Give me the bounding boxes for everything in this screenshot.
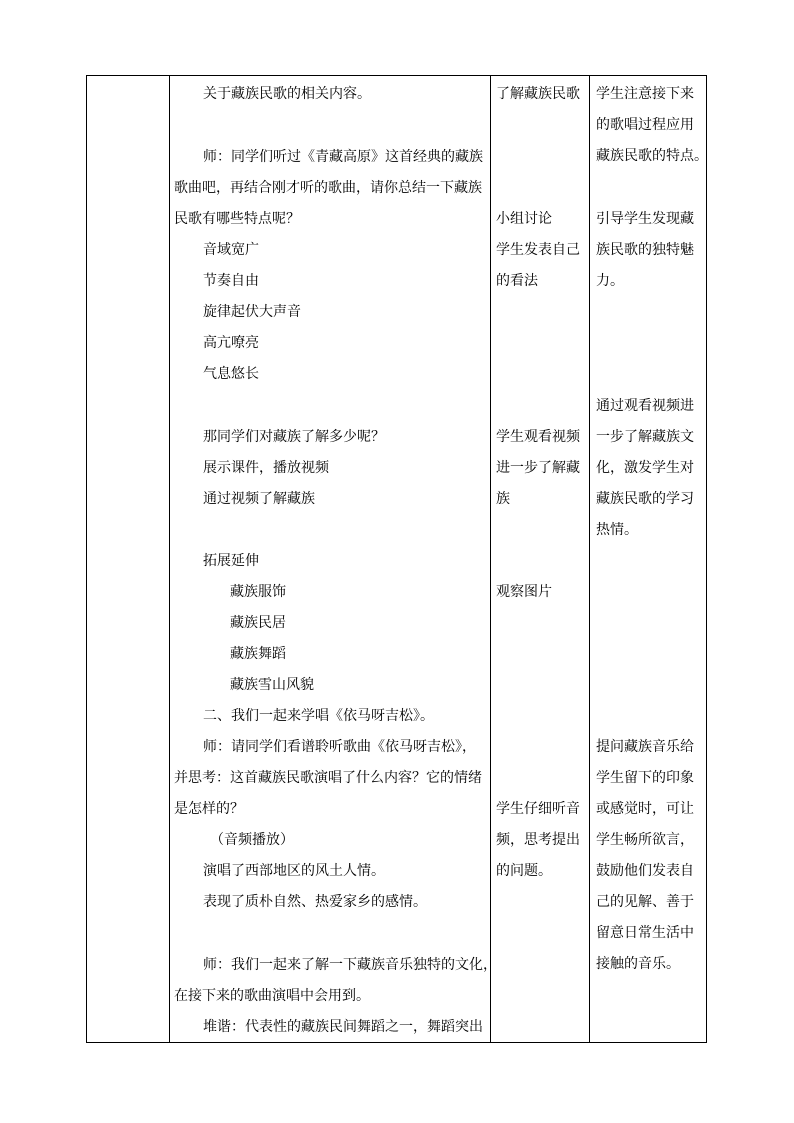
purpose-line: 留意日常生活中 [596, 925, 694, 941]
content-line: 关于藏族民歌的相关内容。 [203, 86, 371, 102]
student-line: 频，思考提出 [496, 832, 580, 848]
content-line: 气息悠长 [203, 366, 259, 382]
content-line: 师：我们一起来了解一下藏族音乐独特的文化， [203, 957, 497, 973]
content-line: 并思考：这首藏族民歌演唱了什么内容？它的情绪 [174, 770, 482, 786]
content-line: （音频播放） [210, 832, 294, 848]
content-line: 藏族雪山风貌 [230, 677, 314, 693]
purpose-line: 藏族民歌的特点。 [596, 148, 708, 164]
content-line: 通过视频了解藏族 [203, 491, 315, 507]
content-line: 藏族民居 [230, 615, 286, 631]
purpose-line: 接触的音乐。 [596, 956, 680, 972]
design-purpose-cell [590, 76, 706, 1042]
purpose-line: 藏族民歌的学习 [596, 491, 694, 507]
purpose-line: 的歌唱过程应用 [596, 117, 694, 133]
content-line: 堆谐：代表性的藏族民间舞蹈之一，舞蹈突出 [203, 1019, 483, 1035]
purpose-line: 学生注意接下来 [596, 86, 694, 102]
purpose-line: 鼓励他们发表自 [596, 863, 694, 879]
lesson-table [86, 75, 707, 1043]
purpose-line: 提问藏族音乐给 [596, 739, 694, 755]
phase-cell [87, 76, 169, 1042]
student-line: 学生仔细听音 [496, 801, 580, 817]
teaching-content-cell [170, 76, 497, 1042]
content-line: 演唱了西部地区的风土人情。 [203, 863, 385, 879]
purpose-line: 或感觉时，可让 [596, 801, 694, 817]
student-line: 的看法 [496, 273, 538, 289]
purpose-line: 族民歌的独特魅 [596, 242, 694, 258]
purpose-line: 力。 [596, 273, 624, 289]
purpose-line: 一步了解藏族文 [596, 429, 694, 445]
student-line: 了解藏族民歌 [496, 86, 580, 102]
student-line: 进一步了解藏 [496, 460, 580, 476]
purpose-line: 热情。 [596, 522, 638, 538]
content-line: 歌曲吧，再结合刚才听的歌曲，请你总结一下藏族 [174, 180, 482, 196]
content-line: 音域宽广 [203, 242, 259, 258]
student-activity-cell [491, 76, 589, 1042]
content-line: 节奏自由 [203, 273, 259, 289]
student-line: 小组讨论 [496, 211, 552, 227]
content-line: 师：同学们听过《青藏高原》这首经典的藏族 [203, 149, 483, 165]
content-line: 是怎样的？ [174, 801, 244, 817]
content-line: 在接下来的歌曲演唱中会用到。 [174, 988, 370, 1004]
content-line: 拓展延伸 [203, 553, 259, 569]
purpose-line: 通过观看视频进 [596, 398, 694, 414]
content-line: 那同学们对藏族了解多少呢？ [203, 429, 385, 445]
student-line: 族 [496, 491, 510, 507]
student-line: 学生发表自己 [496, 242, 580, 258]
student-line: 学生观看视频 [496, 429, 580, 445]
content-line: 高亢嘹亮 [203, 335, 259, 351]
purpose-line: 化，激发学生对 [596, 460, 694, 476]
content-line: 二、我们一起来学唱《依马呀吉松》。 [203, 708, 434, 724]
content-line: 展示课件，播放视频 [203, 460, 329, 476]
purpose-line: 引导学生发现藏 [596, 211, 694, 227]
student-line: 的问题。 [496, 863, 552, 879]
student-line: 观察图片 [496, 584, 552, 600]
content-line: 藏族舞蹈 [230, 646, 286, 662]
content-line: 表现了质朴自然、热爱家乡的感情。 [203, 894, 427, 910]
content-line: 藏族服饰 [230, 584, 286, 600]
purpose-line: 己的见解、善于 [596, 894, 694, 910]
content-line: 旋律起伏大声音 [203, 304, 301, 320]
purpose-line: 学生留下的印象 [596, 770, 694, 786]
content-line: 师：请同学们看谱聆听歌曲《依马呀吉松》， [203, 739, 476, 755]
content-line: 民歌有哪些特点呢？ [174, 211, 300, 227]
purpose-line: 学生畅所欲言， [596, 832, 694, 848]
